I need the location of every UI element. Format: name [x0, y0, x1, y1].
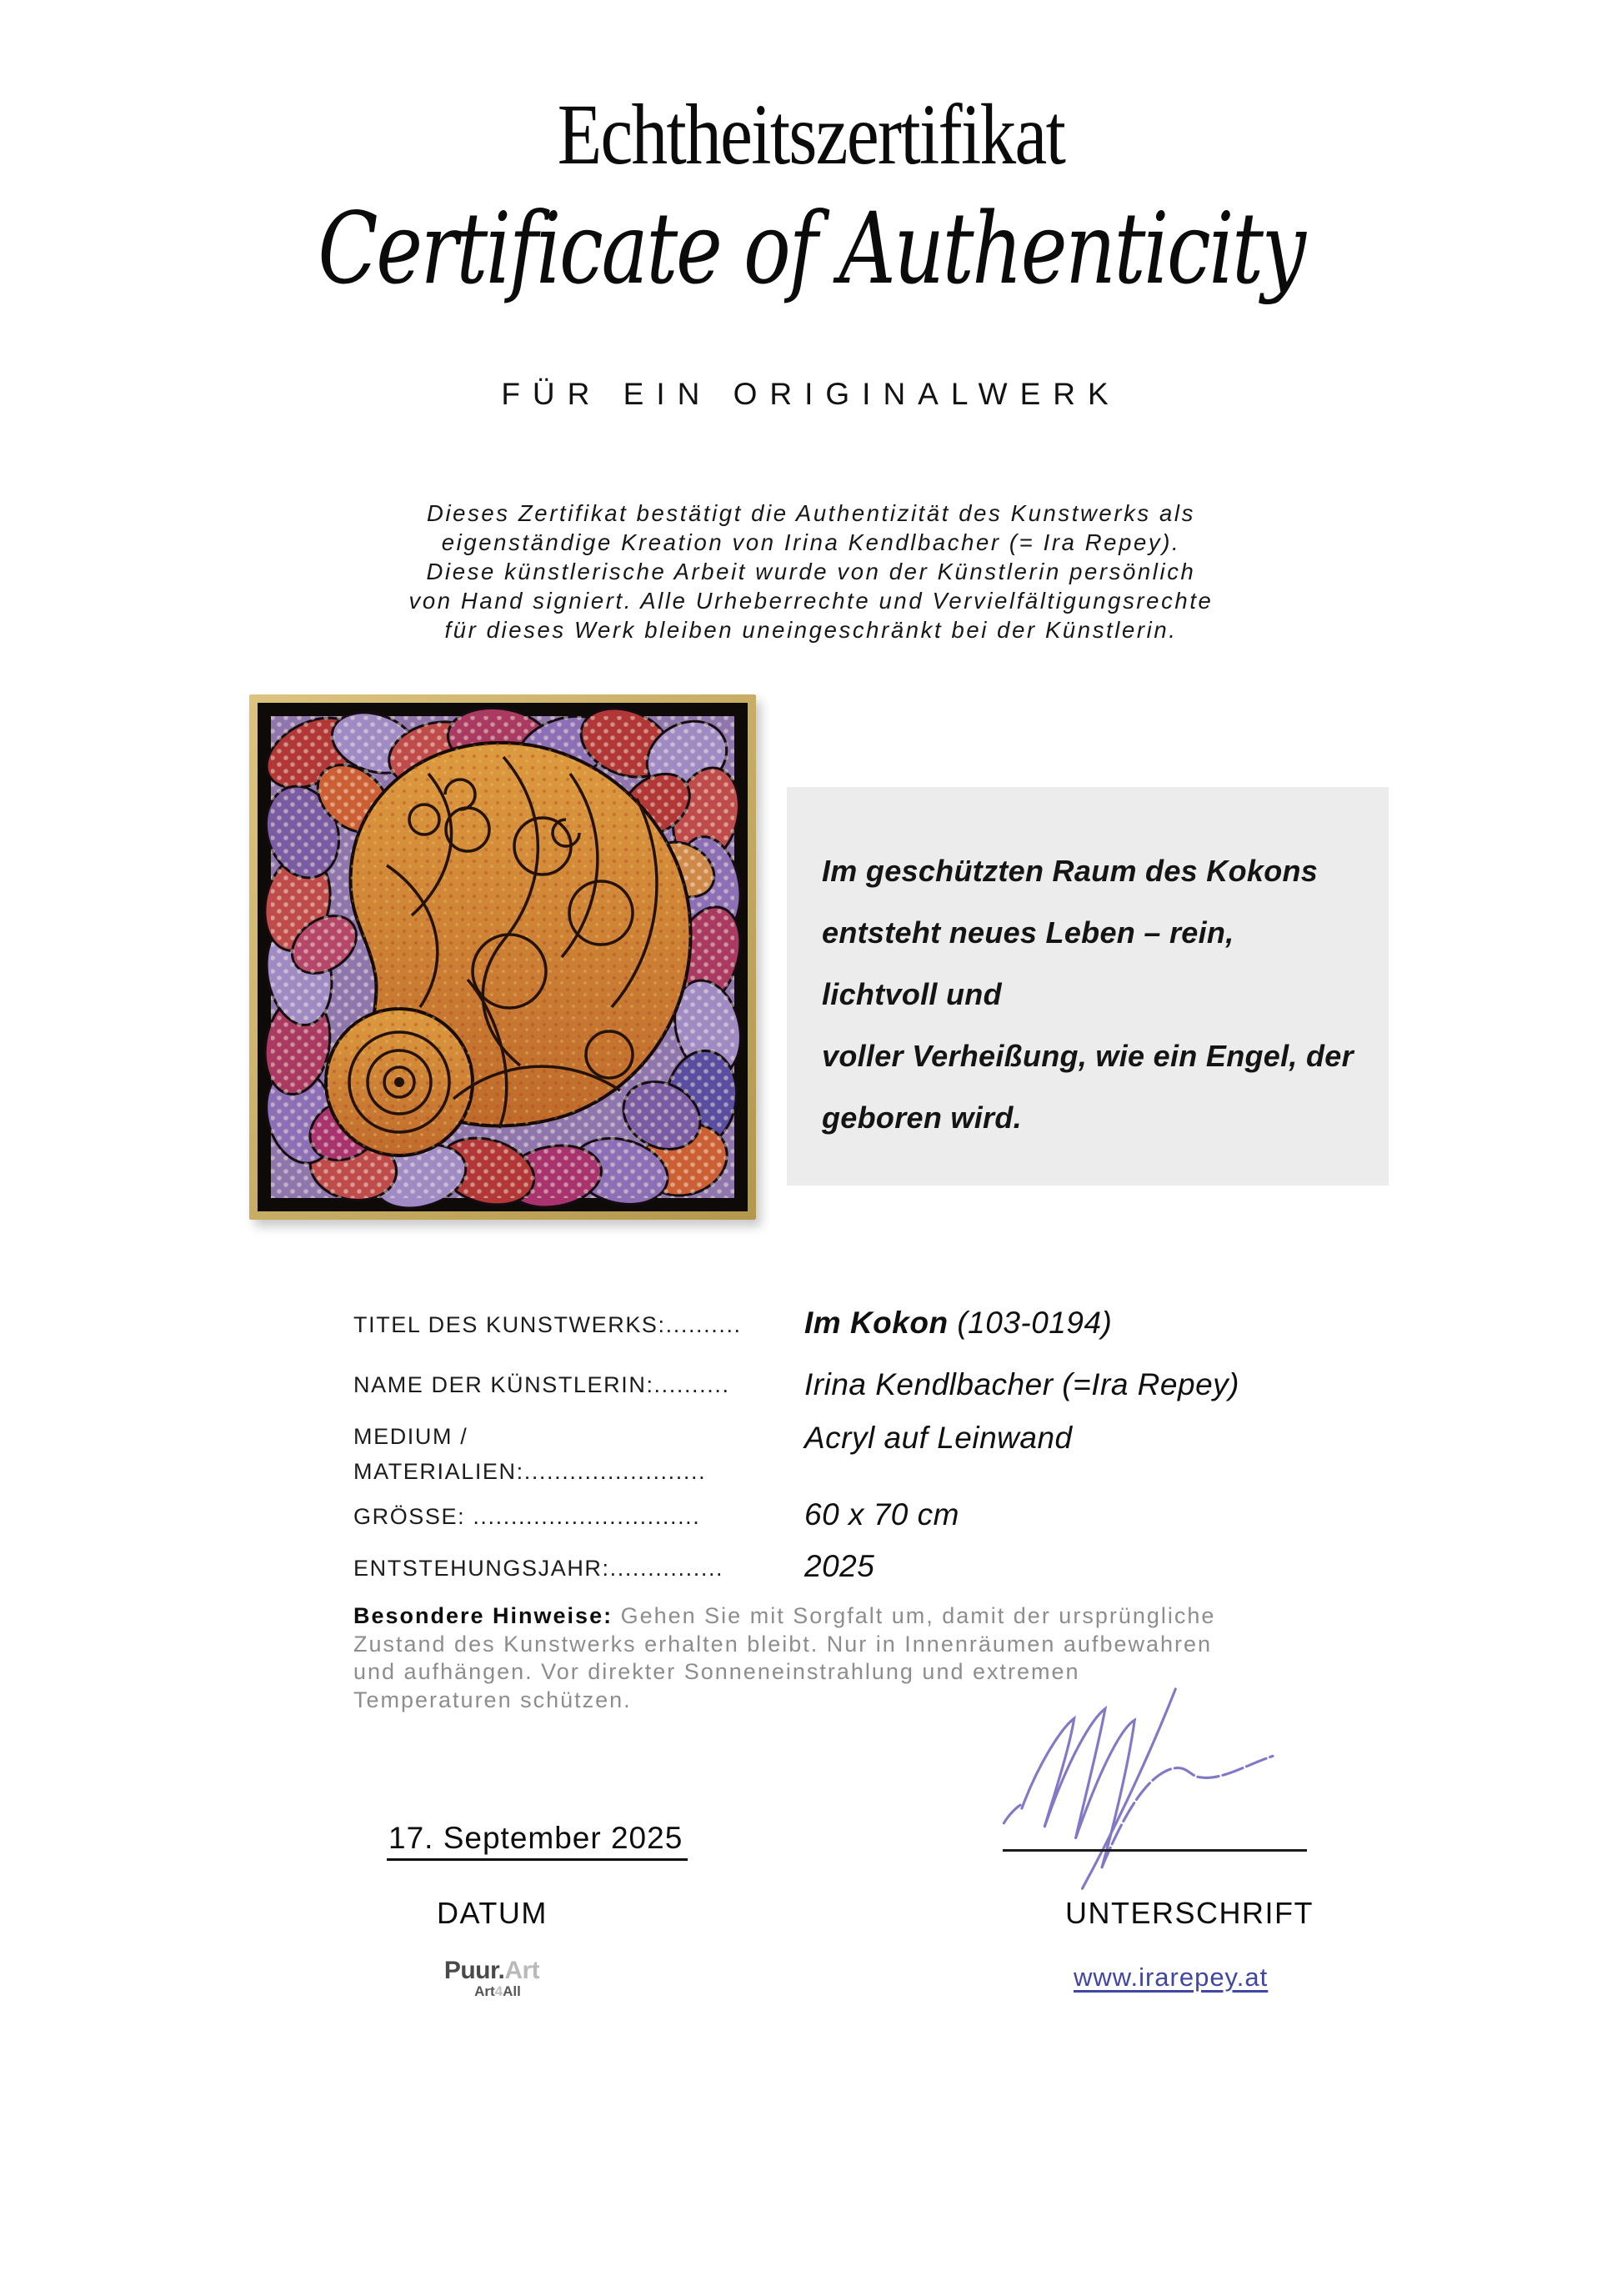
artwork-quote-box [787, 787, 1389, 1186]
intro-line: eigenständige Kreation von Irina Kendlbacher (= Ira Repey). [441, 529, 1181, 555]
field-label-medium-2: MATERIALIEN:........................ [353, 1459, 707, 1484]
notes-line: Zustand des Kunstwerks erhalten bleibt. Nur in Innenräumen aufbewahren [353, 1631, 1213, 1657]
intro-line: Diese künstlerische Arbeit wurde von der Künstlerin persönlich [426, 559, 1196, 584]
date-value: 17. September 2025 [387, 1821, 688, 1861]
notes-line: Temperaturen schützen. [353, 1687, 632, 1712]
notes-label: Besondere Hinweise: [353, 1603, 613, 1628]
brand-logo [433, 1958, 550, 1998]
quote-line: geboren wird. [822, 1100, 1022, 1135]
signature-image [988, 1686, 1304, 1902]
notes-line: Gehen Sie mit Sorgfalt um, damit der ursprüngliche [620, 1603, 1216, 1628]
signature-line [1003, 1849, 1307, 1852]
intro-line: für dieses Werk bleiben uneingeschränkt bei der Künstlerin. [444, 617, 1178, 643]
page-title-english: Certificate of Authenticity [318, 191, 1304, 306]
artwork-number: (103-0194) [948, 1306, 1113, 1340]
field-value-year: 2025 [804, 1549, 875, 1583]
intro-line: Dieses Zertifikat bestätigt die Authentizität des Kunstwerks als [427, 500, 1195, 526]
field-label-medium-1: MEDIUM / [353, 1424, 468, 1449]
brand-logo-accent: Art [504, 1957, 540, 1984]
field-label-year: ENTSTEHUNGSJAHR:............... [353, 1556, 724, 1581]
intro-paragraph [0, 499, 1622, 644]
quote-line: entsteht neues Leben – rein, lichtvoll und [822, 915, 1234, 1011]
brand-logo-main: Puur. [443, 1957, 505, 1984]
artwork-image [249, 694, 756, 1220]
website-link[interactable]: www.irarepey.at [1074, 1963, 1269, 1992]
brand-sub-right: All [503, 1983, 521, 1999]
intro-line: von Hand signiert. Alle Urheberrechte und Vervielfältigungsrechte [408, 588, 1214, 614]
date-label: DATUM [437, 1896, 548, 1930]
notes-line: und aufhängen. Vor direkter Sonneneinstrahlung und extremen [353, 1659, 1080, 1684]
field-label-size: GRÖSSE: .............................. [353, 1504, 701, 1529]
artwork-title: Im Kokon [804, 1306, 949, 1340]
signature-label: UNTERSCHRIFT [1065, 1896, 1314, 1930]
field-value-medium: Acryl auf Leinwand [804, 1421, 1073, 1455]
artwork-quote [787, 787, 1389, 1149]
page-subtitle: FÜR EIN ORIGINALWERK [501, 377, 1121, 411]
field-value-artist: Irina Kendlbacher (=Ira Repey) [804, 1367, 1239, 1401]
field-value-size: 60 x 70 cm [804, 1497, 959, 1532]
brand-sub-num: 4 [494, 1983, 503, 1999]
field-value-title [804, 1306, 1112, 1341]
page-title-german: Echtheitszertifikat [557, 87, 1065, 183]
quote-line: voller Verheißung, wie ein Engel, der [822, 1039, 1354, 1073]
brand-sub-left: Art [474, 1983, 495, 1999]
field-label-title: TITEL DES KUNSTWERKS:.......... [353, 1312, 742, 1337]
quote-line: Im geschützten Raum des Kokons [822, 854, 1319, 888]
field-label-artist: NAME DER KÜNSTLERIN:.......... [353, 1372, 730, 1397]
